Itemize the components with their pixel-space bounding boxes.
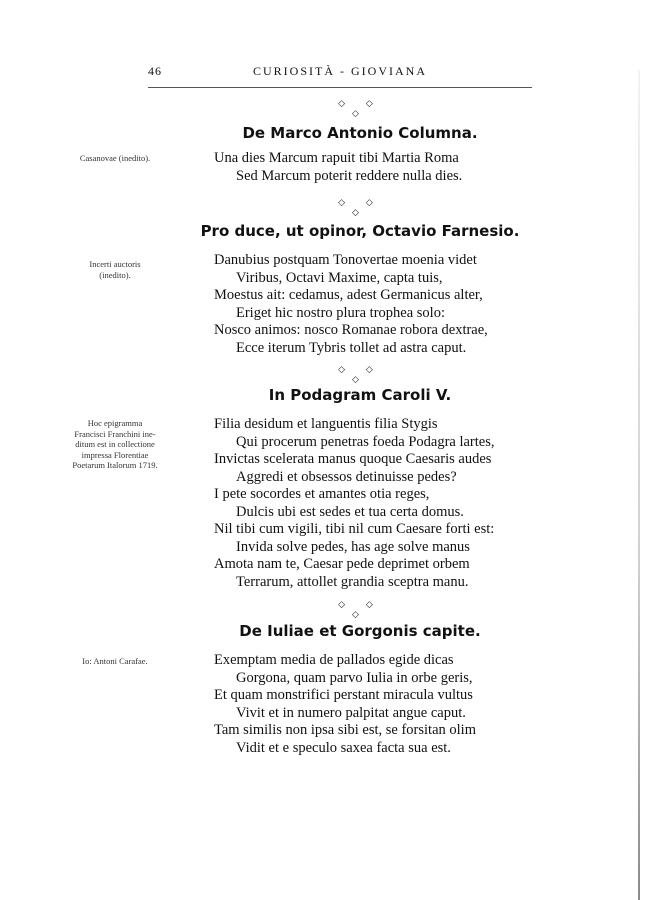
- running-title: CURIOSITÀ - GIOVIANA: [253, 64, 427, 78]
- verse-line: Invida solve pedes, has age solve manus: [236, 538, 470, 555]
- margin-note-line: Francisci Franchini ine-: [74, 428, 156, 439]
- margin-note-line: impressa Florentiae: [81, 449, 149, 460]
- verse-line: Nil tibi cum vigili, tibi nil cum Caesare forti est:: [214, 521, 495, 537]
- verse-line: Et quam monstrifici perstant miracula vultus: [214, 687, 473, 703]
- verse-line: Moestus ait: cedamus, adest Germanicus alter,: [214, 287, 483, 303]
- header-rule: [148, 87, 532, 88]
- verse-line: Danubius postquam Tonovertae moenia videt: [214, 252, 477, 268]
- margin-note-line: Incerti auctoris: [89, 259, 141, 269]
- margin-note-line: (inedito).: [99, 269, 131, 280]
- verse-line: Vivit et in numero palpitat angue caput.: [236, 704, 466, 721]
- verse-line: I pete socordes et amantes otia reges,: [214, 486, 430, 502]
- verse-line: Sed Marcum poterit reddere nulla dies.: [236, 167, 463, 184]
- margin-note-line: Poetarum Italorum 1719.: [72, 460, 158, 470]
- poem-body: [214, 652, 534, 757]
- verse-line: Qui procerum penetras foeda Podagra lartes,: [236, 433, 495, 450]
- margin-note: [60, 418, 170, 471]
- verse-line: Gorgona, quam parvo Iulia in orbe geris,: [236, 669, 473, 686]
- section-separator: ◇ ◇ ◇: [338, 600, 382, 620]
- margin-note-line: Hoc epigramma: [87, 418, 143, 428]
- running-header: [148, 64, 532, 82]
- verse-line: Eriget hic nostro plura trophea solo:: [236, 304, 445, 321]
- margin-note: [60, 656, 170, 667]
- verse-line: Terrarum, attollet grandia sceptra manu.: [236, 573, 469, 590]
- poem-title: De Marco Antonio Columna.: [242, 124, 478, 142]
- verse-line: Invictas scelerata manus quoque Caesaris audes: [214, 451, 492, 467]
- verse-line: Tam similis non ipsa sibi est, se forsitan olim: [214, 722, 476, 738]
- poem-title: De Iuliae et Gorgonis capite.: [239, 622, 481, 640]
- section-separator: ◇ ◇ ◇: [338, 365, 382, 385]
- margin-note-line: ditum est in collectione: [75, 439, 155, 449]
- verse-line: Filia desidum et languentis filia Stygis: [214, 416, 438, 432]
- verse-line: Aggredi et obsessos detinuisse pedes?: [236, 468, 457, 485]
- section-separator: ◇ ◇ ◇: [338, 99, 382, 119]
- section-separator: ◇ ◇ ◇: [338, 198, 382, 218]
- poem-body: [214, 416, 534, 591]
- margin-note: [60, 153, 170, 164]
- page-number: 46: [148, 64, 162, 78]
- margin-note: [60, 259, 170, 280]
- verse-line: Vidit et e speculo saxea facta sua est.: [236, 739, 451, 756]
- poem-body: [214, 150, 534, 185]
- verse-line: Exemptam media de pallados egide dicas: [214, 652, 454, 668]
- margin-note-line: Io: Antoni Carafae.: [82, 656, 148, 666]
- page-edge-shadow: [638, 70, 640, 900]
- poem-body: [214, 252, 534, 357]
- verse-line: Nosco animos: nosco Romanae robora dextrae,: [214, 322, 488, 338]
- margin-note-line: Casanovae (inedito).: [79, 153, 151, 163]
- verse-line: Ecce iterum Tybris tollet ad astra caput.: [236, 339, 467, 356]
- verse-line: Viribus, Octavi Maxime, capta tuis,: [236, 269, 443, 286]
- verse-line: Dulcis ubi est sedes et tua certa domus.: [236, 503, 464, 520]
- poem-title: Pro duce, ut opinor, Octavio Farnesio.: [200, 222, 520, 240]
- verse-line: Amota nam te, Caesar pede deprimet orbem: [214, 556, 470, 572]
- poem-title: In Podagram Caroli V.: [268, 386, 452, 404]
- verse-line: Una dies Marcum rapuit tibi Martia Roma: [214, 150, 459, 166]
